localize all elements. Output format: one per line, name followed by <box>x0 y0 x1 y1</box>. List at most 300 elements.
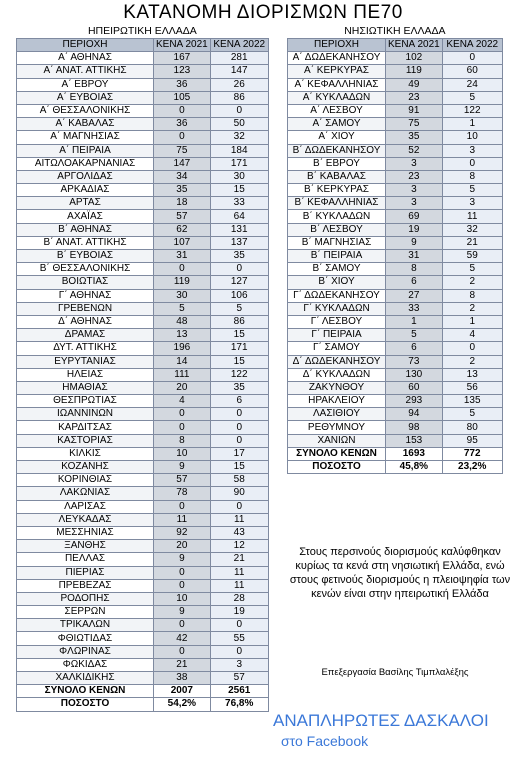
table-row <box>17 381 269 394</box>
cell-2021: 9 <box>386 236 443 249</box>
cell-2021: 49 <box>386 78 443 91</box>
cell-2022: 90 <box>210 487 268 500</box>
cell-region: Α΄ ΑΝΑΤ. ΑΤΤΙΚΗΣ <box>17 65 154 78</box>
cell-2021: 94 <box>386 408 443 421</box>
table-row <box>288 52 503 65</box>
cell-region: ΗΛΕΙΑΣ <box>17 368 154 381</box>
table-row <box>288 408 503 421</box>
column-header-region: ΠΕΡΙΟΧΗ <box>17 39 154 52</box>
cell-2022: 0 <box>210 619 268 632</box>
mainland-panel <box>16 24 269 712</box>
cell-region: Β΄ ΘΕΣΣΑΛΟΝΙΚΗΣ <box>17 263 154 276</box>
cell-2021: 18 <box>154 197 211 210</box>
table-row <box>17 434 269 447</box>
cell-2022: 6 <box>210 395 268 408</box>
cell-2021: 92 <box>154 526 211 539</box>
cell-region: ΚΟΡΙΝΘΙΑΣ <box>17 474 154 487</box>
cell-2022: 4 <box>442 329 502 342</box>
table-row <box>17 672 269 685</box>
cell-region: ΠΟΣΟΣΤΟ <box>288 461 386 474</box>
table-row <box>17 368 269 381</box>
cell-2022: 0 <box>210 645 268 658</box>
table-row <box>288 421 503 434</box>
table-row <box>288 118 503 131</box>
islands-heading: ΝΗΣΙΩΤΙΚΗ ΕΛΛΑΔΑ <box>344 25 446 37</box>
cell-2022: 2 <box>442 276 502 289</box>
cell-2021: 4 <box>154 395 211 408</box>
cell-region: ΠΡΕΒΕΖΑΣ <box>17 579 154 592</box>
cell-2021: 42 <box>154 632 211 645</box>
cell-region: ΚΙΛΚΙΣ <box>17 447 154 460</box>
table-row <box>288 368 503 381</box>
table-row <box>288 395 503 408</box>
cell-2022: 131 <box>210 223 268 236</box>
table-row <box>17 355 269 368</box>
cell-region: ΗΜΑΘΙΑΣ <box>17 381 154 394</box>
cell-region: ΚΑΣΤΟΡΙΑΣ <box>17 434 154 447</box>
cell-region: ΔΥΤ. ΑΤΤΙΚΗΣ <box>17 342 154 355</box>
cell-2021: 130 <box>386 368 443 381</box>
percentage-row <box>288 461 503 474</box>
table-row <box>288 184 503 197</box>
table-row <box>17 118 269 131</box>
cell-2022: 0 <box>210 104 268 117</box>
cell-region: Α΄ ΣΑΜΟΥ <box>288 118 386 131</box>
cell-2022: 2561 <box>210 685 268 698</box>
cell-2022: 86 <box>210 91 268 104</box>
cell-2021: 0 <box>154 566 211 579</box>
cell-2021: 38 <box>154 672 211 685</box>
cell-region: Α΄ ΚΕΦΑΛΛΗΝΙΑΣ <box>288 78 386 91</box>
cell-region: Β΄ ΕΥΒΟΙΑΣ <box>17 250 154 263</box>
cell-2022: 43 <box>210 526 268 539</box>
cell-2022: 35 <box>210 250 268 263</box>
cell-region: ΖΑΚΥΝΘΟΥ <box>288 381 386 394</box>
cell-2022: 3 <box>210 658 268 671</box>
cell-region: ΚΟΖΑΝΗΣ <box>17 461 154 474</box>
cell-region: ΕΥΡΥΤΑΝΙΑΣ <box>17 355 154 368</box>
cell-region: ΛΑΚΩΝΙΑΣ <box>17 487 154 500</box>
cell-2021: 0 <box>154 619 211 632</box>
cell-2021: 0 <box>154 263 211 276</box>
cell-region: ΑΡΤΑΣ <box>17 197 154 210</box>
cell-region: ΦΩΚΙΔΑΣ <box>17 658 154 671</box>
table-row <box>288 223 503 236</box>
cell-2022: 281 <box>210 52 268 65</box>
cell-2021: 0 <box>154 131 211 144</box>
cell-2021: 9 <box>154 553 211 566</box>
table-row <box>17 619 269 632</box>
cell-2021: 167 <box>154 52 211 65</box>
cell-region: Β΄ ΑΘΗΝΑΣ <box>17 223 154 236</box>
table-row <box>288 355 503 368</box>
cell-region: ΒΟΙΩΤΙΑΣ <box>17 276 154 289</box>
cell-region: ΦΛΩΡΙΝΑΣ <box>17 645 154 658</box>
table-row <box>17 91 269 104</box>
table-row <box>17 144 269 157</box>
cell-2021: 36 <box>154 118 211 131</box>
cell-2022: 86 <box>210 315 268 328</box>
brand-line-1: ΑΝΑΠΛΗΡΩΤΕΣ ΔΑΣΚΑΛΟΙ <box>273 711 489 730</box>
cell-region: Α΄ ΛΕΣΒΟΥ <box>288 104 386 117</box>
cell-2022: 15 <box>210 355 268 368</box>
cell-region: Α΄ ΔΩΔΕΚΑΝΗΣΟΥ <box>288 52 386 65</box>
facebook-brand[interactable] <box>273 711 489 751</box>
table-header-row <box>288 39 503 52</box>
islands-table-body <box>288 52 503 474</box>
cell-2022: 8 <box>442 289 502 302</box>
cell-2022: 0 <box>442 157 502 170</box>
cell-2022: 13 <box>442 368 502 381</box>
cell-2021: 0 <box>154 579 211 592</box>
cell-2022: 33 <box>210 197 268 210</box>
cell-2021: 57 <box>154 210 211 223</box>
cell-region: ΧΑΝΙΩΝ <box>288 434 386 447</box>
cell-2021: 5 <box>386 329 443 342</box>
table-row <box>17 210 269 223</box>
mainland-table-body <box>17 52 269 711</box>
cell-2021: 62 <box>154 223 211 236</box>
table-row <box>17 395 269 408</box>
cell-region: Γ΄ ΛΕΣΒΟΥ <box>288 315 386 328</box>
cell-2022: 2 <box>442 302 502 315</box>
cell-2021: 48 <box>154 315 211 328</box>
brand-line-2: στο Facebook <box>281 733 369 749</box>
cell-2021: 119 <box>154 276 211 289</box>
cell-2021: 1 <box>386 315 443 328</box>
cell-2021: 0 <box>154 408 211 421</box>
cell-2022: 0 <box>210 263 268 276</box>
cell-2022: 5 <box>442 263 502 276</box>
column-header-2021: ΚΕΝΑ 2021 <box>154 39 211 52</box>
column-header-region: ΠΕΡΙΟΧΗ <box>288 39 386 52</box>
table-row <box>288 197 503 210</box>
cell-2022: 64 <box>210 210 268 223</box>
islands-table <box>287 38 503 474</box>
table-row <box>17 592 269 605</box>
summary-note: Στους περσινούς διορισμούς καλύφθηκαν κυρίως τα κενά στη νησιωτική Ελλάδα, ενώ στους φετινούς διορισμούς η πλειοψηφία των κενών είναι στην ηπειρωτική Ελλάδα <box>289 546 511 600</box>
cell-2021: 10 <box>154 447 211 460</box>
cell-region: Β΄ ΠΕΙΡΑΙΑ <box>288 250 386 263</box>
cell-region: ΠΟΣΟΣΤΟ <box>17 698 154 711</box>
cell-2022: 0 <box>442 342 502 355</box>
cell-2021: 5 <box>154 302 211 315</box>
table-row <box>17 184 269 197</box>
table-row <box>17 131 269 144</box>
cell-region: Β΄ ΚΕΡΚΥΡΑΣ <box>288 184 386 197</box>
cell-2021: 91 <box>386 104 443 117</box>
table-row <box>17 500 269 513</box>
cell-region: Α΄ ΘΕΣΣΑΛΟΝΙΚΗΣ <box>17 104 154 117</box>
islands-panel <box>287 24 503 474</box>
cell-region: ΣΕΡΡΩΝ <box>17 606 154 619</box>
cell-region: ΡΟΔΟΠΗΣ <box>17 592 154 605</box>
cell-region: Δ΄ ΔΩΔΕΚΑΝΗΣΟΥ <box>288 355 386 368</box>
cell-2022: 32 <box>210 131 268 144</box>
cell-2021: 34 <box>154 170 211 183</box>
cell-region: ΡΕΘΥΜΝΟΥ <box>288 421 386 434</box>
table-row <box>17 408 269 421</box>
cell-2022: 11 <box>210 579 268 592</box>
cell-2022: 3 <box>442 144 502 157</box>
table-row <box>17 447 269 460</box>
cell-2021: 119 <box>386 65 443 78</box>
cell-region: Β΄ ΑΝΑΤ. ΑΤΤΙΚΗΣ <box>17 236 154 249</box>
cell-2022: 59 <box>442 250 502 263</box>
cell-2022: 1 <box>442 315 502 328</box>
cell-2022: 95 <box>442 434 502 447</box>
table-row <box>288 91 503 104</box>
cell-region: ΞΑΝΘΗΣ <box>17 540 154 553</box>
cell-region: Β΄ ΛΕΣΒΟΥ <box>288 223 386 236</box>
cell-2022: 60 <box>442 65 502 78</box>
cell-2021: 35 <box>386 131 443 144</box>
mainland-table <box>16 38 269 712</box>
cell-2021: 0 <box>154 104 211 117</box>
cell-region: Β΄ ΕΒΡΟΥ <box>288 157 386 170</box>
table-row <box>288 381 503 394</box>
column-header-2022: ΚΕΝΑ 2022 <box>442 39 502 52</box>
cell-2022: 17 <box>210 447 268 460</box>
cell-2021: 196 <box>154 342 211 355</box>
cell-2021: 35 <box>154 184 211 197</box>
cell-2021: 3 <box>386 197 443 210</box>
cell-2022: 50 <box>210 118 268 131</box>
cell-2021: 13 <box>154 329 211 342</box>
cell-2022: 32 <box>442 223 502 236</box>
cell-2022: 76,8% <box>210 698 268 711</box>
table-row <box>288 263 503 276</box>
cell-region: ΚΑΡΔΙΤΣΑΣ <box>17 421 154 434</box>
table-row <box>17 170 269 183</box>
cell-2021: 69 <box>386 210 443 223</box>
cell-2021: 107 <box>154 236 211 249</box>
cell-2021: 11 <box>154 513 211 526</box>
cell-region: Β΄ ΜΑΓΝΗΣΙΑΣ <box>288 236 386 249</box>
column-header-2022: ΚΕΝΑ 2022 <box>210 39 268 52</box>
table-row <box>17 236 269 249</box>
cell-region: ΑΡΓΟΛΙΔΑΣ <box>17 170 154 183</box>
cell-2021: 111 <box>154 368 211 381</box>
table-row <box>17 78 269 91</box>
table-row <box>17 513 269 526</box>
cell-region: Γ΄ ΚΥΚΛΑΔΩΝ <box>288 302 386 315</box>
cell-2021: 73 <box>386 355 443 368</box>
cell-region: ΛΑΣΙΘΙΟΥ <box>288 408 386 421</box>
cell-2021: 54,2% <box>154 698 211 711</box>
cell-2021: 52 <box>386 144 443 157</box>
cell-2022: 8 <box>442 170 502 183</box>
table-row <box>17 606 269 619</box>
cell-2022: 122 <box>210 368 268 381</box>
table-row <box>17 342 269 355</box>
cell-2022: 135 <box>442 395 502 408</box>
cell-2021: 27 <box>386 289 443 302</box>
cell-2022: 30 <box>210 170 268 183</box>
cell-region: Β΄ ΔΩΔΕΚΑΝΗΣΟΥ <box>288 144 386 157</box>
cell-2021: 33 <box>386 302 443 315</box>
cell-2022: 122 <box>442 104 502 117</box>
cell-2022: 11 <box>210 513 268 526</box>
cell-2022: 24 <box>442 78 502 91</box>
cell-region: ΙΩΑΝΝΙΝΩΝ <box>17 408 154 421</box>
table-row <box>17 157 269 170</box>
cell-2022: 21 <box>210 553 268 566</box>
table-row <box>17 461 269 474</box>
cell-2021: 153 <box>386 434 443 447</box>
cell-2022: 55 <box>210 632 268 645</box>
table-row <box>17 632 269 645</box>
column-header-2021: ΚΕΝΑ 2021 <box>386 39 443 52</box>
cell-region: Α΄ ΜΑΓΝΗΣΙΑΣ <box>17 131 154 144</box>
cell-region: Α΄ ΠΕΙΡΑΙΑ <box>17 144 154 157</box>
cell-2022: 80 <box>442 421 502 434</box>
cell-region: ΔΡΑΜΑΣ <box>17 329 154 342</box>
cell-2021: 14 <box>154 355 211 368</box>
cell-region: Α΄ ΕΒΡΟΥ <box>17 78 154 91</box>
cell-region: Β΄ ΣΑΜΟΥ <box>288 263 386 276</box>
cell-region: Α΄ ΑΘΗΝΑΣ <box>17 52 154 65</box>
cell-2021: 8 <box>386 263 443 276</box>
table-row <box>288 236 503 249</box>
cell-2022: 28 <box>210 592 268 605</box>
cell-2022: 15 <box>210 329 268 342</box>
cell-2021: 147 <box>154 157 211 170</box>
cell-2022: 2 <box>442 355 502 368</box>
cell-2022: 0 <box>210 500 268 513</box>
cell-2021: 45,8% <box>386 461 443 474</box>
cell-2022: 147 <box>210 65 268 78</box>
cell-2022: 57 <box>210 672 268 685</box>
cell-2022: 171 <box>210 342 268 355</box>
cell-2022: 11 <box>442 210 502 223</box>
cell-region: ΑΧΑΪΑΣ <box>17 210 154 223</box>
table-row <box>288 434 503 447</box>
table-row <box>17 658 269 671</box>
table-row <box>17 421 269 434</box>
cell-2022: 171 <box>210 157 268 170</box>
table-row <box>17 553 269 566</box>
table-row <box>288 144 503 157</box>
cell-2021: 75 <box>386 118 443 131</box>
total-row <box>288 447 503 460</box>
table-row <box>17 315 269 328</box>
cell-region: Α΄ ΕΥΒΟΙΑΣ <box>17 91 154 104</box>
cell-region: Δ΄ ΑΘΗΝΑΣ <box>17 315 154 328</box>
cell-region: Α΄ ΚΕΡΚΥΡΑΣ <box>288 65 386 78</box>
cell-region: Β΄ ΧΙΟΥ <box>288 276 386 289</box>
table-row <box>17 250 269 263</box>
page-title: ΚΑΤΑΝΟΜΗ ΔΙΟΡΙΣΜΩΝ ΠΕ70 <box>123 2 403 23</box>
cell-2021: 0 <box>154 645 211 658</box>
table-row <box>17 302 269 315</box>
table-row <box>288 131 503 144</box>
cell-2022: 35 <box>210 381 268 394</box>
table-row <box>288 276 503 289</box>
cell-2021: 31 <box>154 250 211 263</box>
table-row <box>288 329 503 342</box>
table-row <box>288 342 503 355</box>
cell-2022: 1 <box>442 118 502 131</box>
cell-2021: 20 <box>154 540 211 553</box>
total-row <box>17 685 269 698</box>
cell-2022: 127 <box>210 276 268 289</box>
cell-2022: 23,2% <box>442 461 502 474</box>
cell-2022: 11 <box>210 566 268 579</box>
table-row <box>17 474 269 487</box>
cell-region: ΑΡΚΑΔΙΑΣ <box>17 184 154 197</box>
table-row <box>17 223 269 236</box>
table-row <box>17 645 269 658</box>
author-credit: Επεξεργασία Βασίλης Τιμπλαλέξης <box>321 667 469 678</box>
table-row <box>17 526 269 539</box>
cell-region: ΗΡΑΚΛΕΙΟΥ <box>288 395 386 408</box>
cell-2021: 98 <box>386 421 443 434</box>
table-row <box>288 104 503 117</box>
cell-2021: 6 <box>386 276 443 289</box>
cell-region: Β΄ ΚΑΒΑΛΑΣ <box>288 170 386 183</box>
cell-2021: 0 <box>154 421 211 434</box>
cell-region: ΘΕΣΠΡΩΤΙΑΣ <box>17 395 154 408</box>
cell-2022: 58 <box>210 474 268 487</box>
table-row <box>288 170 503 183</box>
cell-2021: 31 <box>386 250 443 263</box>
cell-region: Α΄ ΚΥΚΛΑΔΩΝ <box>288 91 386 104</box>
cell-region: ΛΕΥΚΑΔΑΣ <box>17 513 154 526</box>
cell-2021: 3 <box>386 184 443 197</box>
table-row <box>288 302 503 315</box>
table-row <box>17 197 269 210</box>
cell-2021: 6 <box>386 342 443 355</box>
table-header-row <box>17 39 269 52</box>
cell-2021: 60 <box>386 381 443 394</box>
table-row <box>17 276 269 289</box>
cell-2021: 21 <box>154 658 211 671</box>
cell-2022: 10 <box>442 131 502 144</box>
table-row <box>288 289 503 302</box>
cell-2021: 105 <box>154 91 211 104</box>
cell-region: ΠΕΛΛΑΣ <box>17 553 154 566</box>
table-row <box>288 315 503 328</box>
cell-2022: 184 <box>210 144 268 157</box>
percentage-row <box>17 698 269 711</box>
cell-region: Γ΄ ΑΘΗΝΑΣ <box>17 289 154 302</box>
cell-region: Α΄ ΧΙΟΥ <box>288 131 386 144</box>
cell-2021: 2007 <box>154 685 211 698</box>
cell-2022: 106 <box>210 289 268 302</box>
cell-2022: 12 <box>210 540 268 553</box>
cell-2021: 57 <box>154 474 211 487</box>
table-row <box>17 579 269 592</box>
cell-2021: 10 <box>154 592 211 605</box>
cell-region: ΛΑΡΙΣΑΣ <box>17 500 154 513</box>
cell-region: Δ΄ ΚΥΚΛΑΔΩΝ <box>288 368 386 381</box>
cell-2022: 19 <box>210 606 268 619</box>
cell-2022: 137 <box>210 236 268 249</box>
cell-2022: 15 <box>210 184 268 197</box>
cell-region: Γ΄ ΠΕΙΡΑΙΑ <box>288 329 386 342</box>
table-row <box>288 157 503 170</box>
cell-region: ΑΙΤΩΛΟΑΚΑΡΝΑΝΙΑΣ <box>17 157 154 170</box>
cell-region: ΣΥΝΟΛΟ ΚΕΝΩΝ <box>288 447 386 460</box>
cell-region: Γ΄ ΔΩΔΕΚΑΝΗΣΟΥ <box>288 289 386 302</box>
cell-region: Β΄ ΚΕΦΑΛΛΗΝΙΑΣ <box>288 197 386 210</box>
cell-2021: 102 <box>386 52 443 65</box>
cell-2021: 293 <box>386 395 443 408</box>
cell-2021: 8 <box>154 434 211 447</box>
table-row <box>17 289 269 302</box>
table-row <box>17 487 269 500</box>
